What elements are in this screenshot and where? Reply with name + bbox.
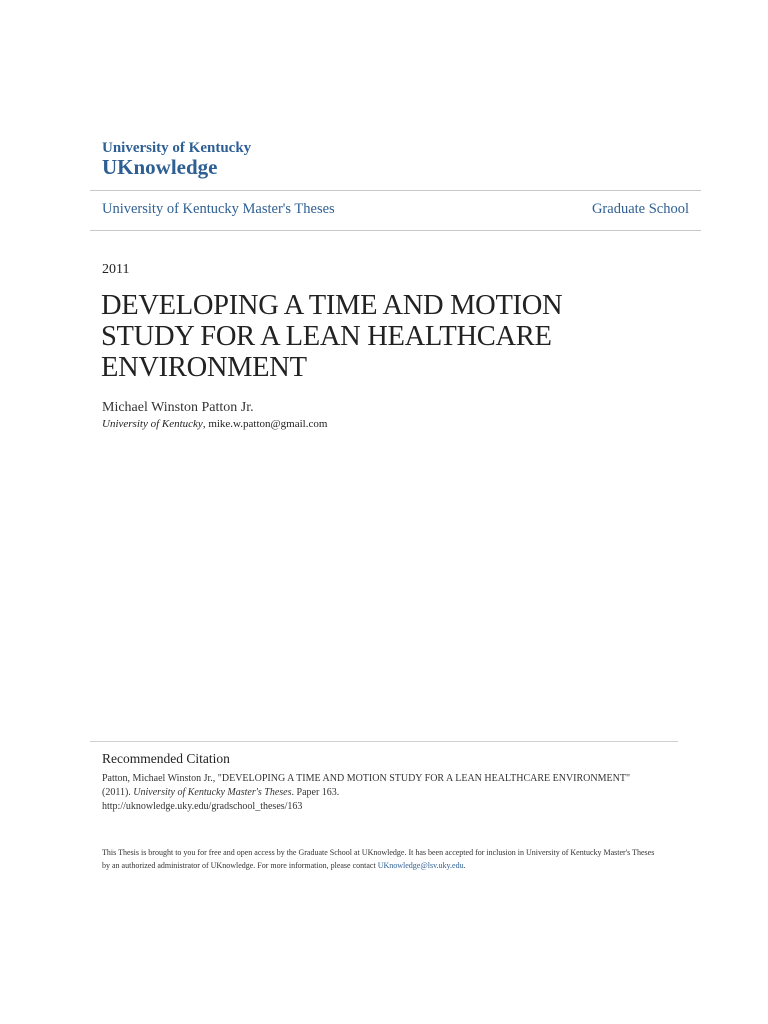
citation-source <box>102 786 662 800</box>
citation-body <box>102 772 662 814</box>
author-email[interactable]: , mike.w.patton@gmail.com <box>202 418 328 430</box>
citation-series: University of Kentucky Master's Theses <box>133 787 292 798</box>
notice-text: This Thesis is brought to you for free and open access by the Graduate School at UKnowledge. It has been accepted for inclusion in University of Kentucky Master's Theses by an authorized administrator of UKnowledge. For more information, please contact <box>102 848 655 870</box>
citation-year: (2011). <box>102 787 134 798</box>
header-divider-top <box>90 190 701 191</box>
affiliation-name: University of Kentucky <box>102 418 203 430</box>
institution-name[interactable]: University of Kentucky <box>102 140 252 156</box>
series-link[interactable]: University of Kentucky Master's Theses <box>102 201 335 217</box>
citation-heading: Recommended Citation <box>102 751 230 766</box>
author-affiliation <box>102 418 327 430</box>
repository-name[interactable]: UKnowledge <box>102 155 218 179</box>
author-name: Michael Winston Patton Jr. <box>102 400 254 415</box>
thesis-title: DEVELOPING A TIME AND MOTION STUDY FOR A LEAN HEALTHCARE ENVIRONMENT <box>101 290 563 383</box>
access-notice <box>102 846 662 872</box>
graduate-school-link[interactable]: Graduate School <box>591 201 689 217</box>
header-divider-bottom <box>90 230 701 231</box>
citation-divider <box>90 741 678 742</box>
citation-line: Patton, Michael Winston Jr., "DEVELOPING A TIME AND MOTION STUDY FOR A LEAN HEALTHCARE ENVIRONMENT" <box>102 773 631 784</box>
publication-year: 2011 <box>102 262 130 277</box>
citation-url[interactable]: http://uknowledge.uky.edu/gradschool_theses/163 <box>102 801 303 812</box>
citation-paper: . Paper 163. <box>291 787 340 798</box>
contact-email-link[interactable]: UKnowledge@lsv.uky.edu <box>377 861 464 870</box>
notice-end: . <box>463 861 466 870</box>
